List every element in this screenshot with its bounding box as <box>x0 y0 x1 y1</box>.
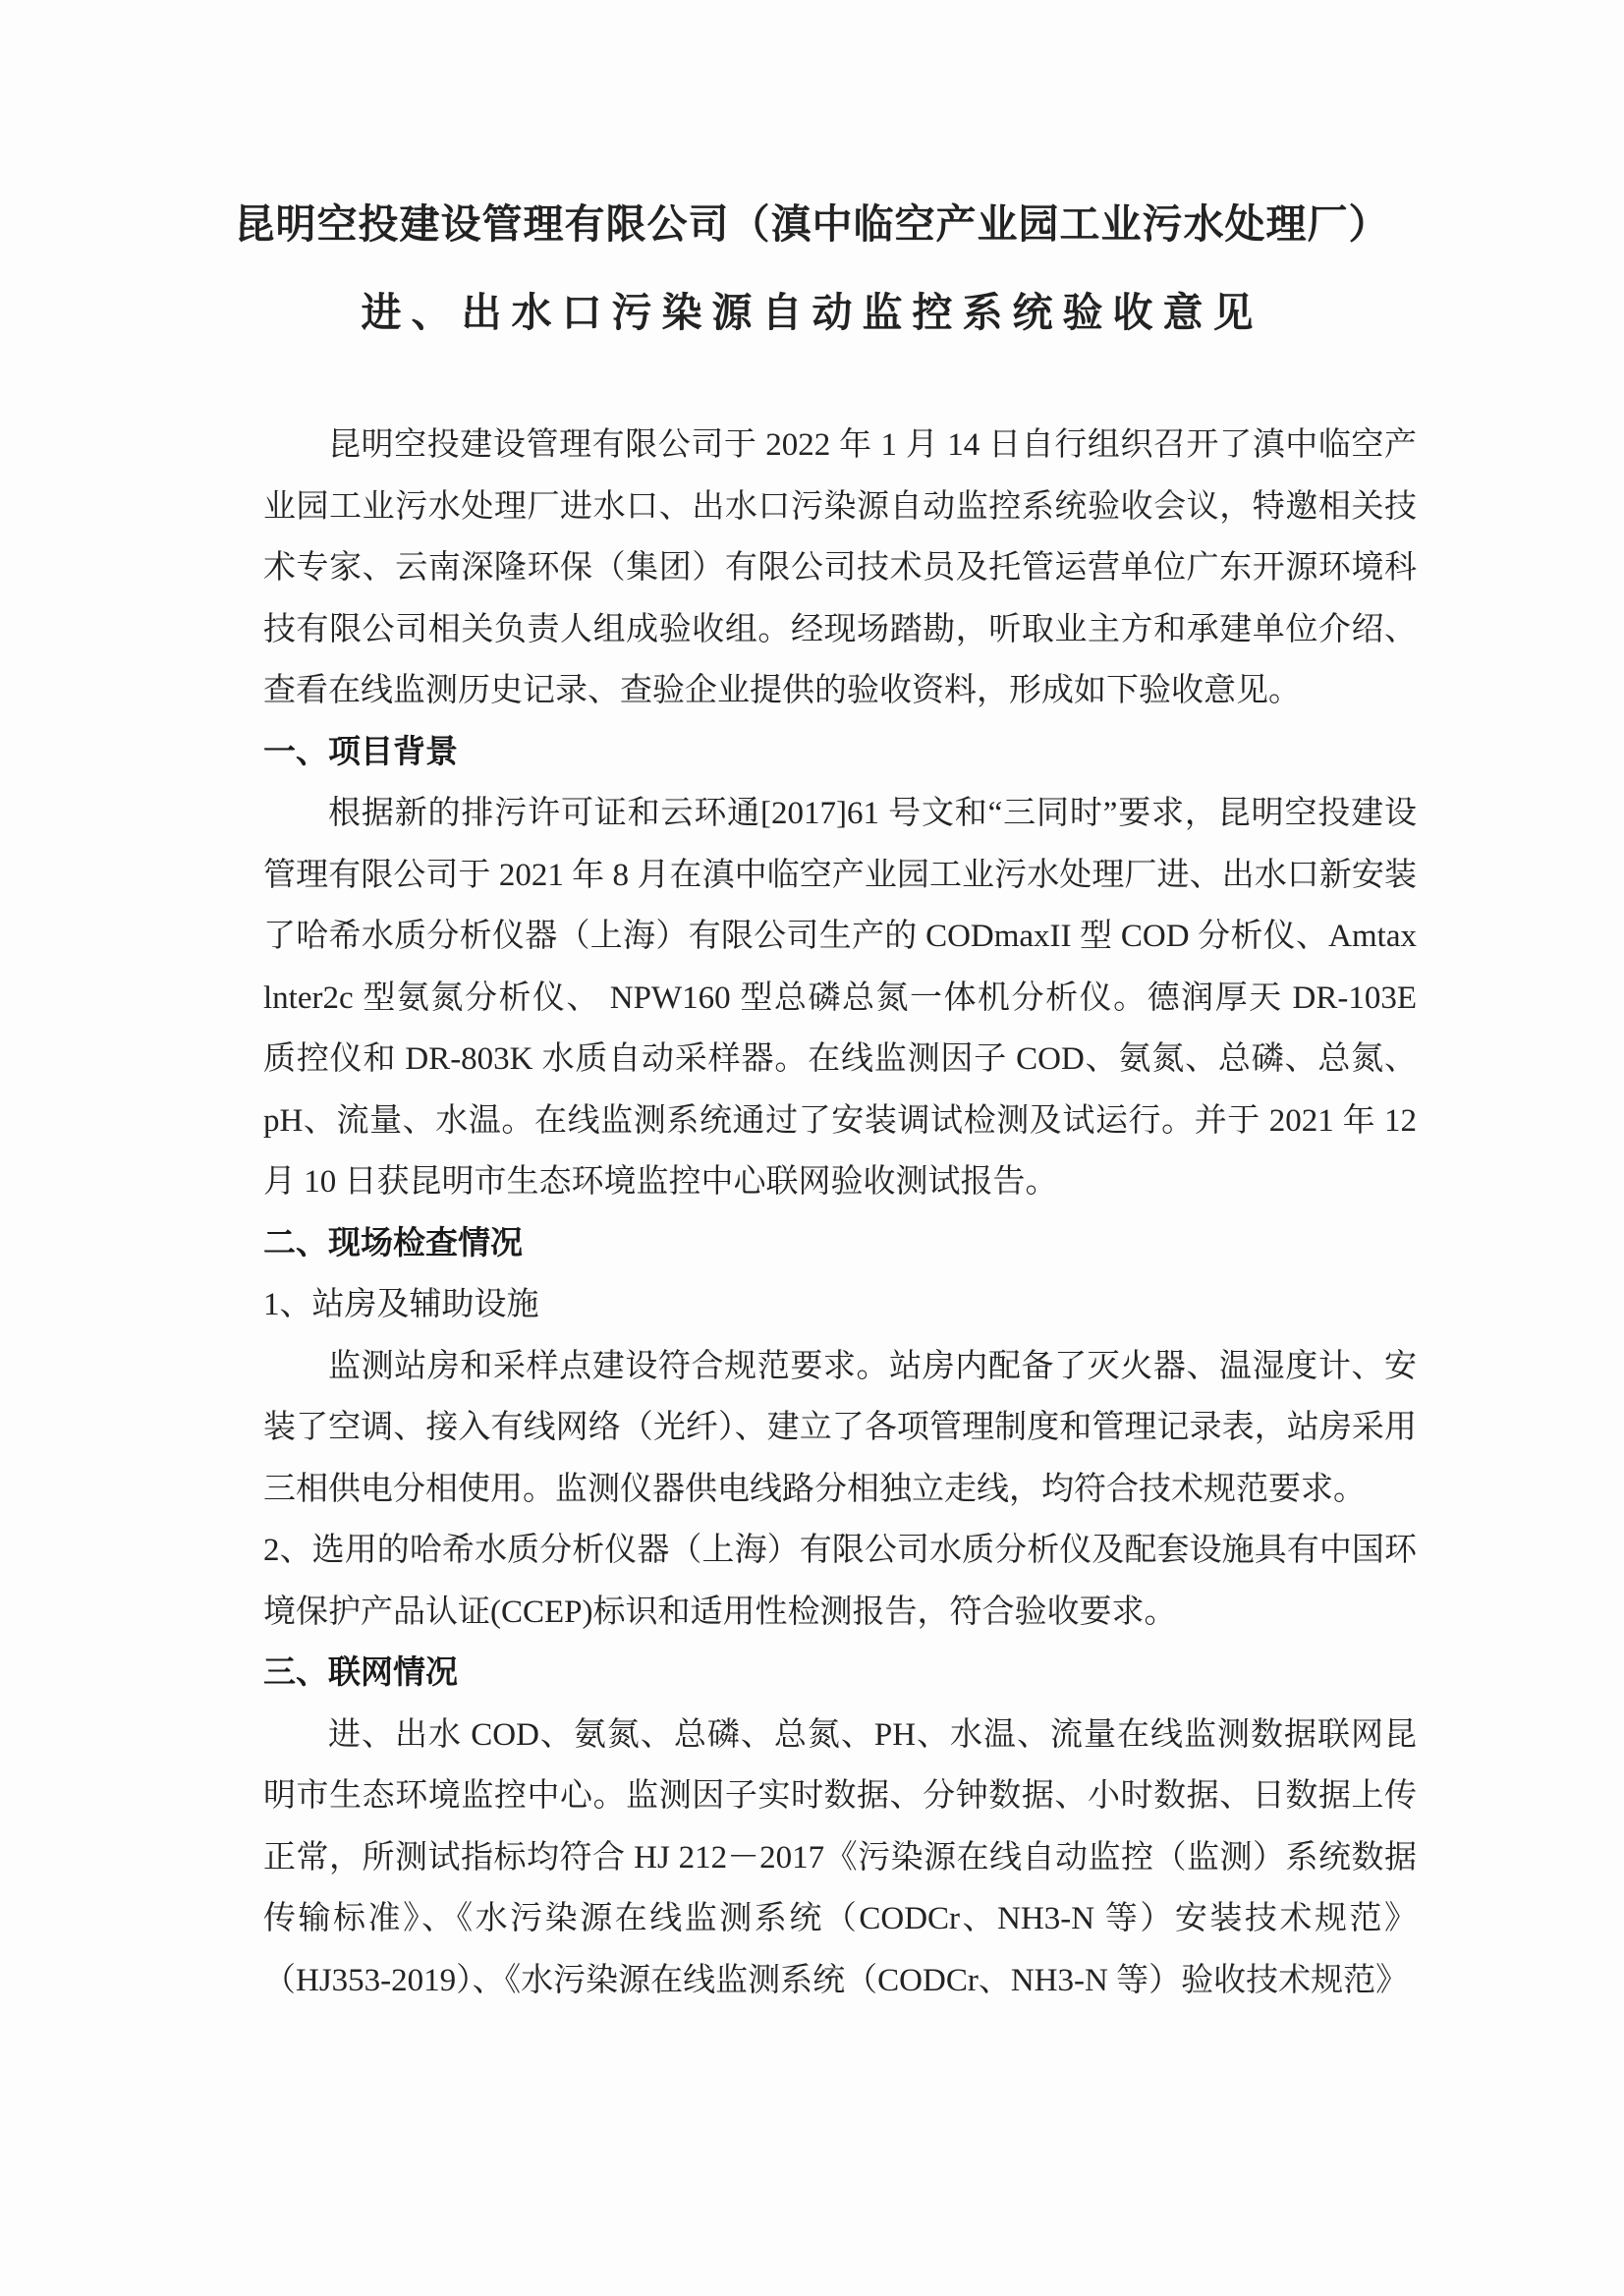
document-body <box>263 415 1417 2011</box>
paragraph-meeting-intro: 昆明空投建设管理有限公司于 2022 年 1 月 14 日自行组织召开了滇中临空产业园工业污水处理厂进水口、出水口污染源自动监控系统验收会议，特邀相关技术专家、云南深隆环保（集团）有限公司技术员及托管运营单位广东开源环境科技有限公司相关负责人组成验收组。经现场踏勘，听取业主方和承建单位介绍、查看在线监测历史记录、查验企业提供的验收资料，形成如下验收意见。 <box>263 427 1417 708</box>
section-heading-networking-status: 三、联网情况 <box>263 1655 458 1691</box>
document-title-block <box>108 200 1516 336</box>
section-heading-site-inspection: 二、现场检查情况 <box>263 1225 523 1261</box>
paragraph-station-facilities: 监测站房和采样点建设符合规范要求。站房内配备了灭火器、温湿度计、安装了空调、接入有线网络（光纤）、建立了各项管理制度和管理记录表，站房采用三相供电分相使用。监测仪器供电线路分相独立走线，均符合技术规范要求。 <box>263 1348 1417 1507</box>
paragraph-networking-status: 进、出水 COD、氨氮、总磷、总氮、PH、水温、流量在线监测数据联网昆明市生态环境监控中心。监测因子实时数据、分钟数据、小时数据、日数据上传正常，所测试指标均符合 HJ 212－2017《污染源在线自动监控（监测）系统数据传输标准》、《水污染源在线监测系统（CODCr、NH3-N 等）安装技术规范》（HJ353-2019）、《水污染源在线监测系统（CODCr、NH3-N 等）验收技术规范》 <box>263 1716 1417 1998</box>
document-title-line-2: 进、出水口污染源自动监控系统验收意见 <box>361 290 1263 335</box>
subheading-station-facilities: 1、站房及辅助设施 <box>263 1287 539 1322</box>
document-title-line-1: 昆明空投建设管理有限公司（滇中临空产业园工业污水处理厂） <box>234 201 1390 247</box>
paragraph-instrument-certification: 2、选用的哈希水质分析仪器（上海）有限公司水质分析仪及配套设施具有中国环境保护产品认证(CCEP)标识和适用性检测报告，符合验收要求。 <box>263 1533 1417 1630</box>
section-heading-project-background: 一、项目背景 <box>263 734 458 770</box>
paragraph-project-background: 根据新的排污许可证和云环通[2017]61 号文和“三同时”要求，昆明空投建设管理有限公司于 2021 年 8 月在滇中临空产业园工业污水处理厂进、出水口新安装了哈希水质分析仪器（上海）有限公司生产的 CODmaxII 型 COD 分析仪、Amtax lnter2c 型氨氮分析仪、 NPW160 型总磷总氮一体机分析仪。德润厚天 DR-103E 质控仪和 DR-803K 水质自动采样器。在线监测因子 COD、氨氮、总磷、总氮、pH、流量、水温。在线监测系统通过了安装调试检测及试运行。并于 2021 年 12 月 10 日获昆明市生态环境监控中心联网验收测试报告。 <box>263 796 1417 1200</box>
